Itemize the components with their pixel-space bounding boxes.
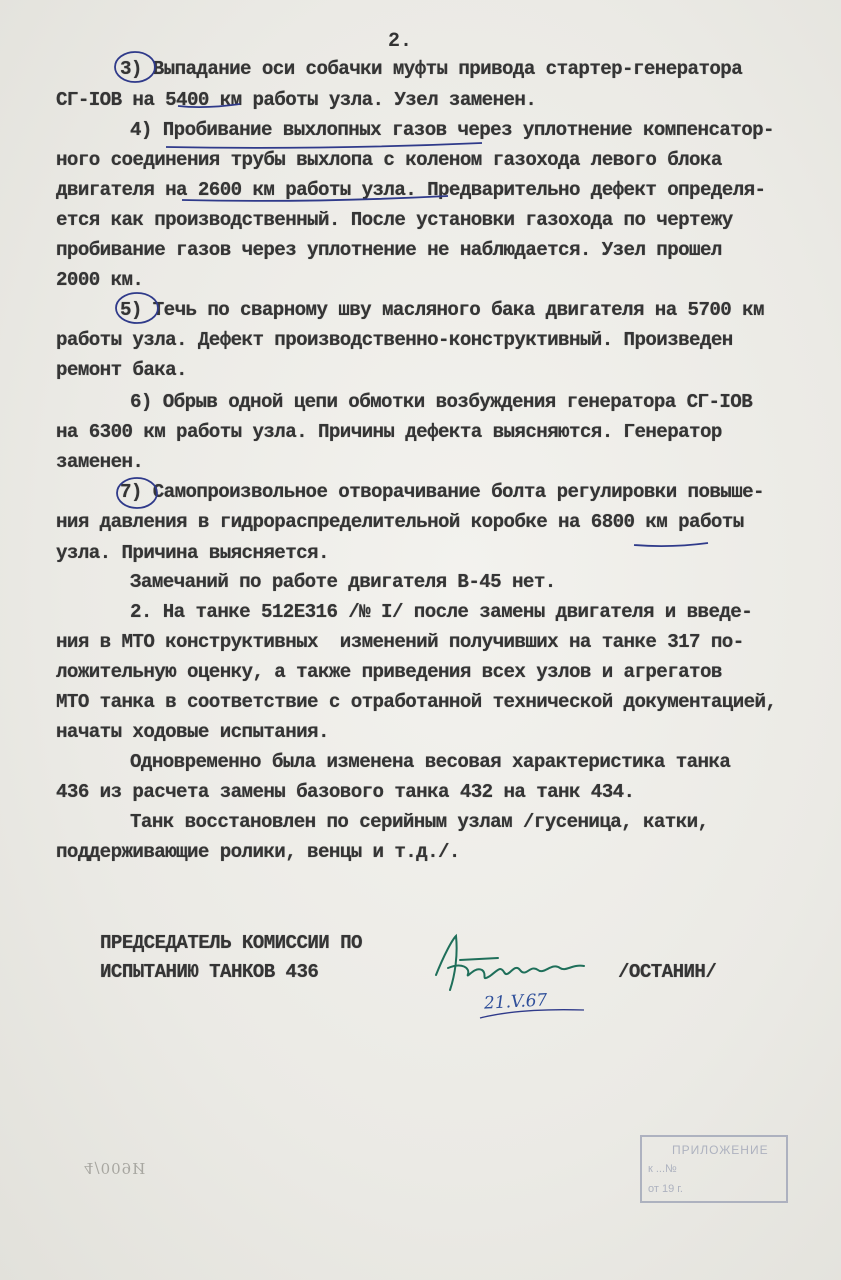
- stamp-ref-row: к ...№: [648, 1163, 677, 1175]
- bleed-through-note: 4/009И: [84, 1159, 147, 1177]
- text-line: 7) Самопроизвольное отворачивание болта регулировки повыше-: [120, 481, 764, 503]
- stamp-title: ПРИЛОЖЕНИЕ: [672, 1143, 769, 1157]
- text-line: Замечаний по работе двигателя В-45 нет.: [130, 571, 556, 593]
- text-line: ремонт бака.: [56, 359, 187, 381]
- text-line: пробивание газов через уплотнение не наблюдается. Узел прошел: [56, 239, 722, 261]
- text-line: ния давления в гидрораспределительной коробке на 6800 км работы: [56, 511, 744, 533]
- text-line: 436 из расчета замены базового танка 432 на танк 434.: [56, 781, 635, 803]
- text-line: ется как производственный. После установки газохода по чертежу: [56, 209, 733, 231]
- signatory-name: /ОСТАНИН/: [618, 961, 717, 983]
- text-line: двигателя на 2600 км работы узла. Предварительно дефект определя-: [56, 179, 766, 201]
- signature-date-note: 21.V.67: [483, 990, 548, 1014]
- underline-6800: [634, 543, 708, 546]
- text-line: 4) Пробивание выхлопных газов через уплотнение компенсатор-: [130, 119, 774, 141]
- text-line: 6) Обрыв одной цепи обмотки возбуждения генератора СГ-ІОВ: [130, 391, 753, 413]
- text-line: на 6300 км работы узла. Причины дефекта выясняются. Генератор: [56, 421, 722, 443]
- text-line: СГ-ІОВ на 5400 км работы узла. Узел заменен.: [56, 89, 537, 111]
- text-line: 3) Выпадание оси собачки муфты привода стартер-генератора: [120, 58, 743, 80]
- text-line: Одновременно была изменена весовая характеристика танка: [130, 751, 731, 773]
- attachment-stamp: [640, 1135, 788, 1203]
- signature-title-line1: ПРЕДСЕДАТЕЛЬ КОМИССИИ ПО: [100, 932, 362, 954]
- text-line: работы узла. Дефект производственно-конструктивный. Произведен: [56, 329, 733, 351]
- text-line: поддерживающие ролики, венцы и т.д./.: [56, 841, 460, 863]
- text-line: ного соединения трубы выхлопа с коленом газохода левого блока: [56, 149, 722, 171]
- text-line: узла. Причина выясняется.: [56, 542, 329, 564]
- text-line: ния в МТО конструктивных изменений получивших на танке 317 по-: [56, 631, 744, 653]
- signature-title-line2: ИСПЫТАНИЮ ТАНКОВ 436: [100, 961, 319, 983]
- text-line: Танк восстановлен по серийным узлам /гусеница, катки,: [130, 811, 709, 833]
- text-line: начаты ходовые испытания.: [56, 721, 329, 743]
- signature-scribble: [436, 936, 584, 990]
- text-line: 2. На танке 512Е316 /№ І/ после замены двигателя и введе-: [130, 601, 753, 623]
- text-line: ложительную оценку, а также приведения всех узлов и агрегатов: [56, 661, 722, 683]
- text-line: 2000 км.: [56, 269, 144, 291]
- text-line: заменен.: [56, 451, 144, 473]
- page-number: 2.: [388, 30, 413, 53]
- stamp-date-row: от 19 г.: [648, 1183, 683, 1195]
- text-line: МТО танка в соответствие с отработанной технической документацией,: [56, 691, 777, 713]
- text-line: 5) Течь по сварному шву масляного бака двигателя на 5700 км: [120, 299, 764, 321]
